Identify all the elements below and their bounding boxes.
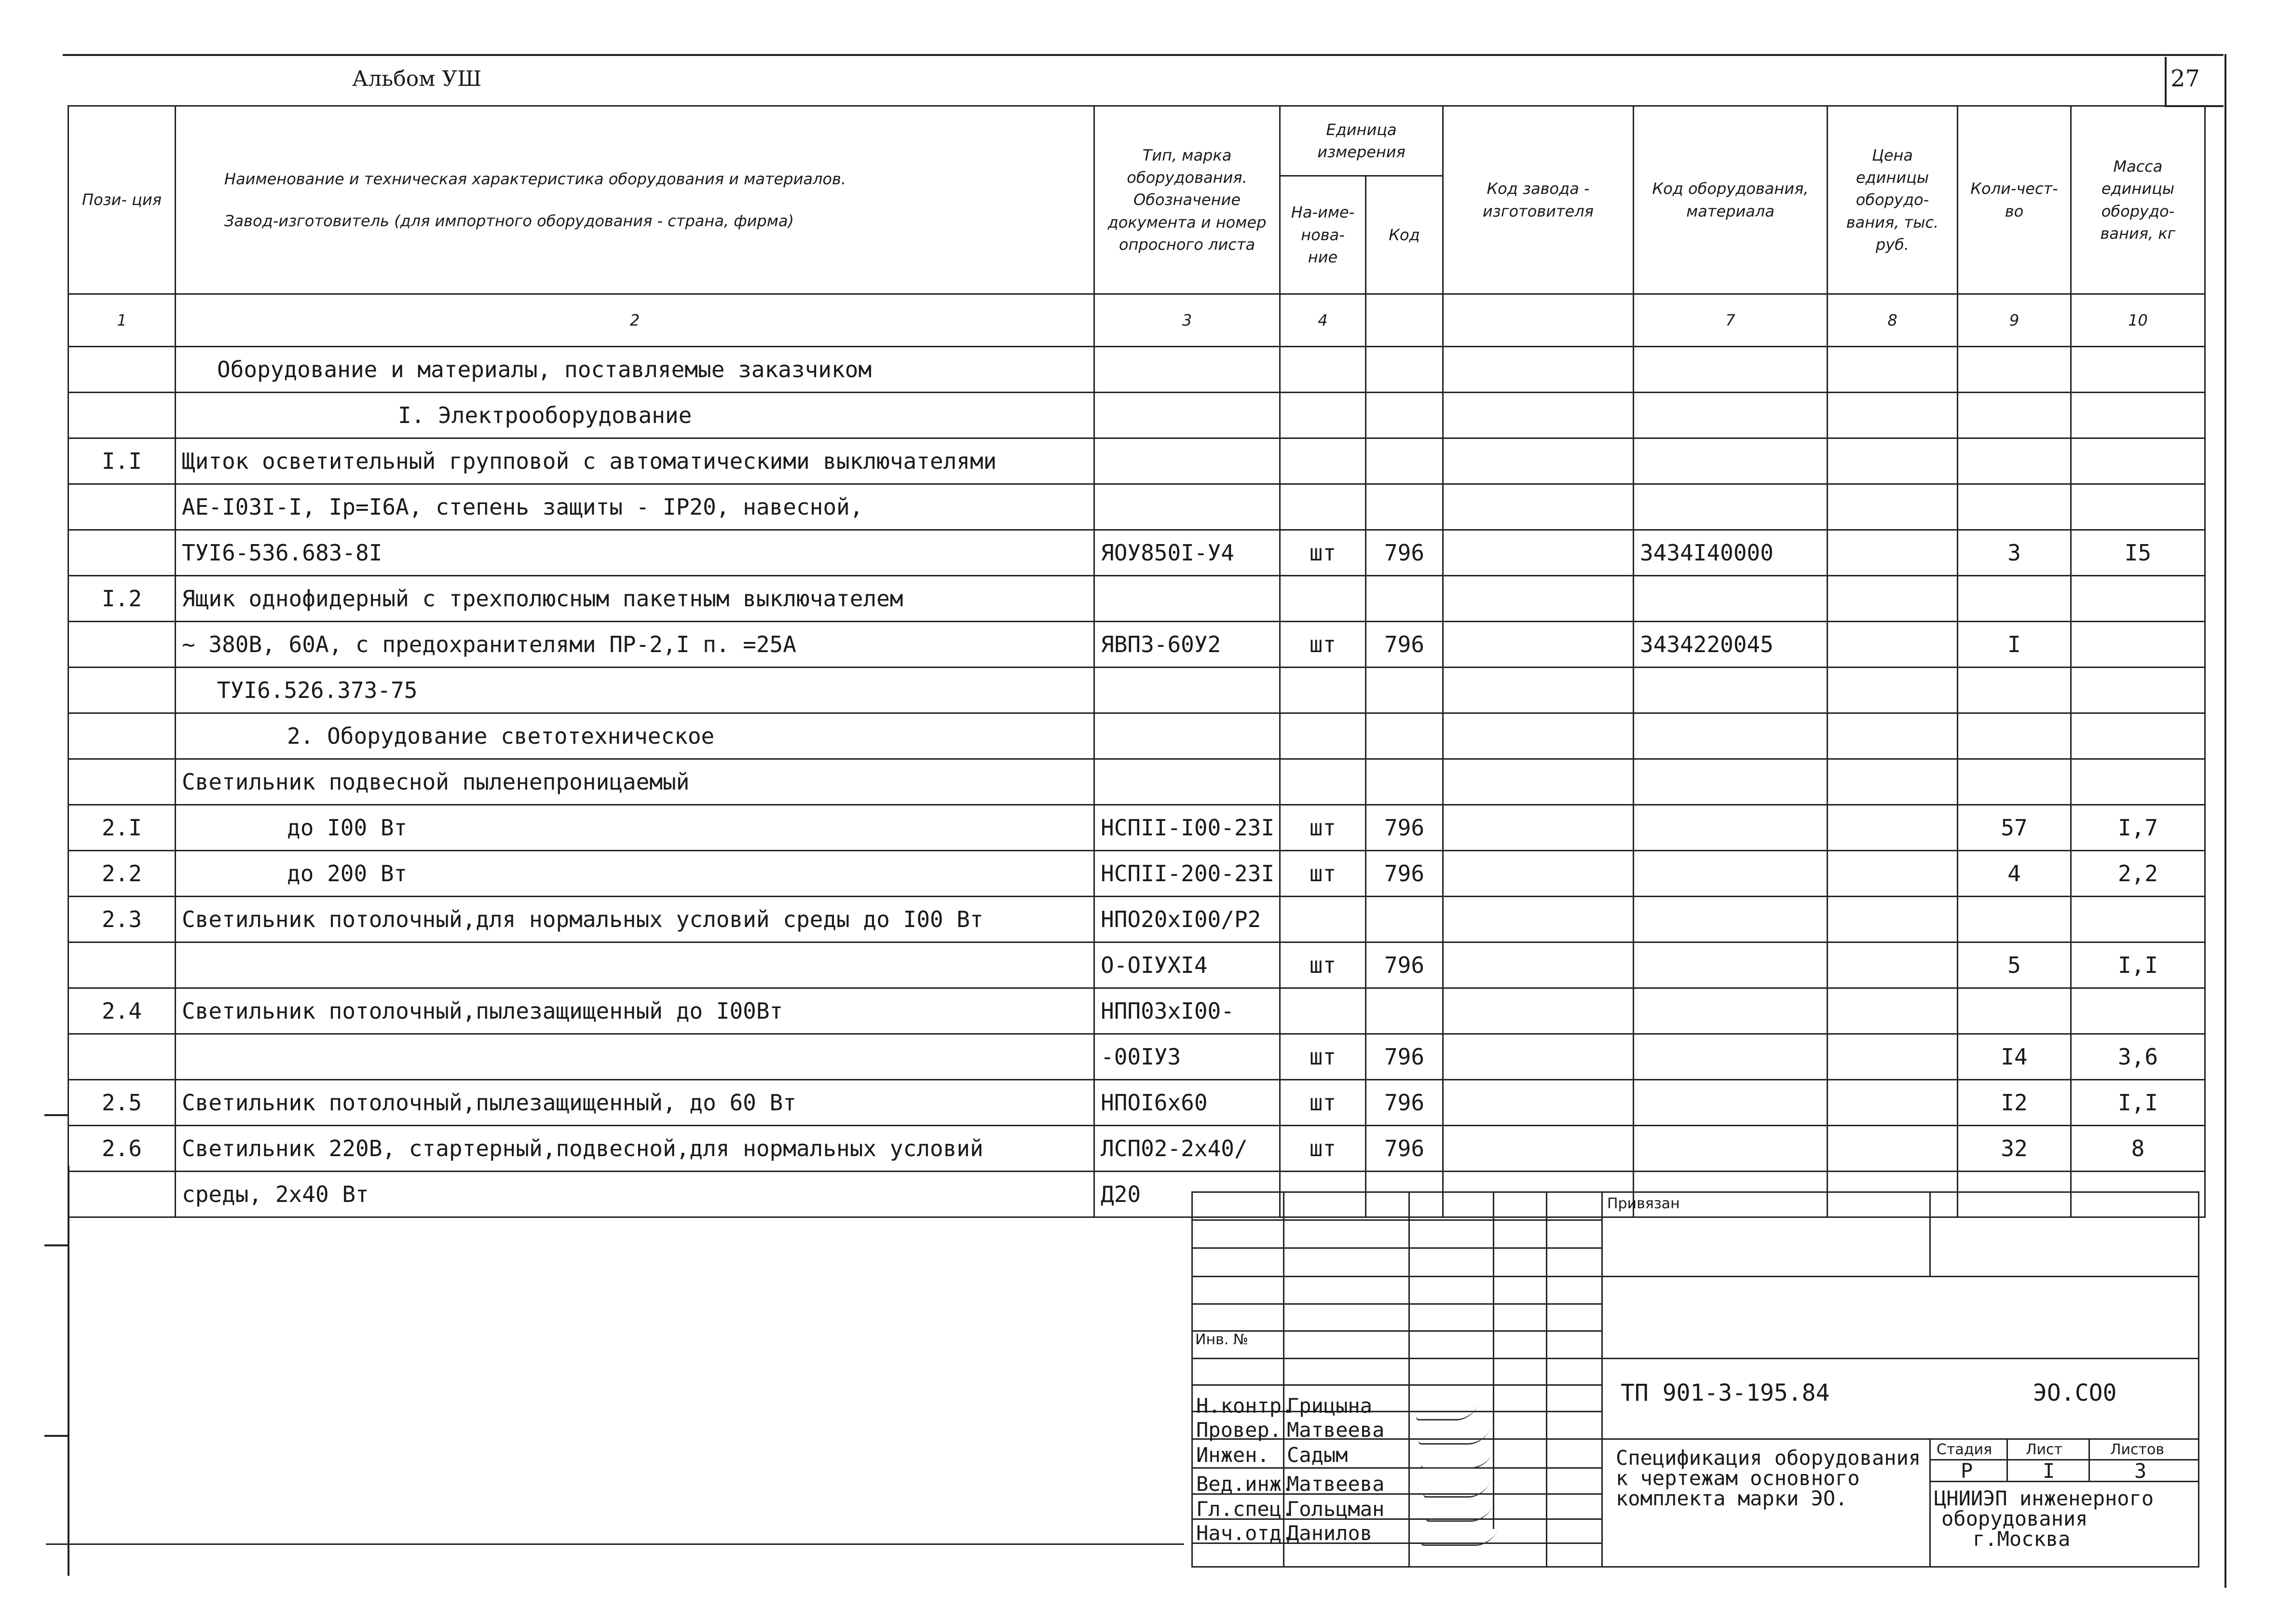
document-mark: ЭО.СО0 xyxy=(2033,1379,2117,1406)
col-header-mass: Масса единицы оборудо-вания, кг xyxy=(2071,106,2205,294)
cell-price xyxy=(1828,622,1958,668)
cell-name: Светильник подвесной пыленепроницаемый xyxy=(176,759,1094,805)
col-number: 3 xyxy=(1094,294,1280,347)
cell-type: Д20 xyxy=(1094,1172,1280,1217)
cell-name: АЕ-I03I-I, Iр=I6А, степень защиты - IP20, навесной, xyxy=(176,484,1094,530)
cell-position xyxy=(68,393,176,438)
cell-mass xyxy=(2071,576,2205,622)
cell-equipment-code xyxy=(1634,988,1828,1034)
cell-equipment-code xyxy=(1634,897,1828,942)
cell-quantity: 3 xyxy=(1958,530,2071,576)
handwritten-signature xyxy=(1415,1404,1479,1420)
cell-equipment-code xyxy=(1634,942,1828,988)
col-number: 7 xyxy=(1634,294,1828,347)
inventory-number-label: Инв. № xyxy=(1195,1331,1249,1348)
cell-mass xyxy=(2071,484,2205,530)
cell-price xyxy=(1828,393,1958,438)
col-header-name xyxy=(176,106,1094,294)
cell-position: 2.2 xyxy=(68,851,176,897)
col-number xyxy=(1366,294,1443,347)
cell-quantity xyxy=(1958,713,2071,759)
signature-name: Матвеева xyxy=(1287,1418,1385,1442)
cell-type xyxy=(1094,484,1280,530)
organization-line: оборудования xyxy=(1941,1507,2088,1530)
signature-name: Садым xyxy=(1287,1443,1348,1467)
cell-factory-code xyxy=(1443,942,1634,988)
cell-name xyxy=(176,1034,1094,1080)
cell-unit-code xyxy=(1366,484,1443,530)
cell-quantity: I xyxy=(1958,622,2071,668)
sheets-label: Листов xyxy=(2110,1441,2165,1458)
cell-name: ТУI6.526.373-75 xyxy=(176,668,1094,713)
cell-factory-code xyxy=(1443,530,1634,576)
cell-unit-code xyxy=(1366,576,1443,622)
cell-factory-code xyxy=(1443,1126,1634,1172)
cell-mass xyxy=(2071,897,2205,942)
table-row xyxy=(68,484,2205,530)
cell-mass xyxy=(2071,988,2205,1034)
signature-role: Инжен. xyxy=(1196,1443,1269,1467)
cell-quantity xyxy=(1958,897,2071,942)
col-header-name-line2: Завод-изготовитель (для импортного оборудования - страна, фирма) xyxy=(224,211,794,230)
cell-unit xyxy=(1280,484,1366,530)
cell-quantity xyxy=(1958,484,2071,530)
col-header-factory-code: Код завода - изготовителя xyxy=(1443,106,1634,294)
cell-position xyxy=(68,622,176,668)
cell-price xyxy=(1828,713,1958,759)
cell-factory-code xyxy=(1443,805,1634,851)
cell-equipment-code xyxy=(1634,668,1828,713)
cell-name: Светильник 220В, стартерный,подвесной,для нормальных условий xyxy=(176,1126,1094,1172)
table-row xyxy=(68,713,2205,759)
col-number: 1 xyxy=(68,294,176,347)
cell-unit: шт xyxy=(1280,622,1366,668)
cell-unit xyxy=(1280,347,1366,393)
signature-role: Гл.спец. xyxy=(1196,1497,1294,1521)
cell-price xyxy=(1828,897,1958,942)
cell-price xyxy=(1828,1034,1958,1080)
margin-tick xyxy=(44,1244,68,1246)
cell-quantity: I4 xyxy=(1958,1034,2071,1080)
cell-type xyxy=(1094,713,1280,759)
margin-tick xyxy=(44,1114,68,1116)
cell-unit-code xyxy=(1366,438,1443,484)
col-header-position: Пози- ция xyxy=(68,106,176,294)
cell-unit xyxy=(1280,988,1366,1034)
signature-name: Гольцман xyxy=(1287,1497,1385,1521)
cell-unit xyxy=(1280,759,1366,805)
cell-unit-code xyxy=(1366,713,1443,759)
cell-equipment-code xyxy=(1634,347,1828,393)
cell-position xyxy=(68,713,176,759)
cell-quantity: 5 xyxy=(1958,942,2071,988)
cell-name: Светильник потолочный,пылезащищенный до I00Вт xyxy=(176,988,1094,1034)
cell-mass: 8 xyxy=(2071,1126,2205,1172)
cell-quantity xyxy=(1958,576,2071,622)
cell-quantity: 32 xyxy=(1958,1126,2071,1172)
cell-unit: шт xyxy=(1280,942,1366,988)
cell-position xyxy=(68,347,176,393)
col-header-name-line1: Наименование и техническая характеристика оборудования и материалов. xyxy=(224,170,846,189)
signature-role: Нач.отд. xyxy=(1196,1521,1294,1545)
cell-unit: шт xyxy=(1280,851,1366,897)
margin-tick xyxy=(44,1435,68,1437)
cell-name: ~ 380В, 60А, с предохранителями ПР-2,I п. =25А xyxy=(176,622,1094,668)
cell-price xyxy=(1828,805,1958,851)
signature-role: Н.контр. xyxy=(1196,1394,1294,1418)
col-header-unit-name: На-име-нова-ние xyxy=(1280,176,1366,294)
cell-price xyxy=(1828,347,1958,393)
column-number-row xyxy=(68,294,2205,347)
cell-unit xyxy=(1280,393,1366,438)
col-number: 8 xyxy=(1828,294,1958,347)
page-number: 27 xyxy=(2170,65,2200,92)
cell-mass: I,7 xyxy=(2071,805,2205,851)
cell-type xyxy=(1094,759,1280,805)
album-label: Альбом УШ xyxy=(352,67,482,91)
cell-mass xyxy=(2071,622,2205,668)
cell-name: Светильник потолочный,пылезащищенный, до 60 Вт xyxy=(176,1080,1094,1126)
cell-price xyxy=(1828,851,1958,897)
cell-unit-code: 796 xyxy=(1366,530,1443,576)
cell-name xyxy=(176,942,1094,988)
cell-position xyxy=(68,1172,176,1217)
cell-equipment-code xyxy=(1634,576,1828,622)
col-number: 4 xyxy=(1280,294,1366,347)
cell-unit xyxy=(1280,576,1366,622)
cell-unit: шт xyxy=(1280,1126,1366,1172)
table-row xyxy=(68,851,2205,897)
cell-unit-code xyxy=(1366,668,1443,713)
cell-equipment-code xyxy=(1634,759,1828,805)
cell-price xyxy=(1828,530,1958,576)
cell-unit-code xyxy=(1366,393,1443,438)
cell-factory-code xyxy=(1443,622,1634,668)
cell-unit-code: 796 xyxy=(1366,1034,1443,1080)
cell-mass: I,I xyxy=(2071,1080,2205,1126)
sheet-label: Лист xyxy=(2026,1441,2063,1458)
cell-mass xyxy=(2071,393,2205,438)
cell-type: -00IУ3 xyxy=(1094,1034,1280,1080)
organization-line: г.Москва xyxy=(1973,1527,2071,1551)
sheet-value: I xyxy=(2043,1459,2055,1483)
col-header-unit: Единица измерения xyxy=(1280,106,1443,176)
attached-label: Привязан xyxy=(1607,1195,1680,1212)
cell-price xyxy=(1828,942,1958,988)
cell-position xyxy=(68,1034,176,1080)
col-header-price: Цена единицы оборудо-вания, тыс. руб. xyxy=(1828,106,1958,294)
cell-type xyxy=(1094,438,1280,484)
cell-type: НСПII-I00-23I xyxy=(1094,805,1280,851)
col-header-equipment-code: Код оборудования, материала xyxy=(1634,106,1828,294)
cell-type xyxy=(1094,347,1280,393)
cell-position: 2.6 xyxy=(68,1126,176,1172)
cell-name: Светильник потолочный,для нормальных условий среды до I00 Вт xyxy=(176,897,1094,942)
cell-mass xyxy=(2071,759,2205,805)
cell-unit xyxy=(1280,438,1366,484)
cell-unit-code: 796 xyxy=(1366,1080,1443,1126)
cell-quantity xyxy=(1958,438,2071,484)
table-row xyxy=(68,530,2205,576)
cell-factory-code xyxy=(1443,484,1634,530)
cell-unit-code: 796 xyxy=(1366,851,1443,897)
table-row xyxy=(68,897,2205,942)
cell-type xyxy=(1094,668,1280,713)
table-row xyxy=(68,668,2205,713)
cell-price xyxy=(1828,438,1958,484)
cell-position xyxy=(68,530,176,576)
table-row xyxy=(68,805,2205,851)
cell-position xyxy=(68,668,176,713)
col-header-type: Тип, марка оборудования. Обозначение документа и номер опросного листа xyxy=(1094,106,1280,294)
cell-mass: I5 xyxy=(2071,530,2205,576)
cell-equipment-code xyxy=(1634,1034,1828,1080)
table-row xyxy=(68,576,2205,622)
cell-mass: 2,2 xyxy=(2071,851,2205,897)
table-row xyxy=(68,1126,2205,1172)
col-number: 9 xyxy=(1958,294,2071,347)
cell-name: среды, 2х40 Вт xyxy=(176,1172,1094,1217)
cell-factory-code xyxy=(1443,576,1634,622)
cell-type: НПО20хI00/Р2 xyxy=(1094,897,1280,942)
cell-position: 2.4 xyxy=(68,988,176,1034)
table-row xyxy=(68,942,2205,988)
cell-quantity xyxy=(1958,347,2071,393)
title-block xyxy=(1191,1191,2199,1568)
cell-mass xyxy=(2071,347,2205,393)
cell-type: ЛСП02-2х40/ xyxy=(1094,1126,1280,1172)
cell-position xyxy=(68,484,176,530)
cell-quantity: 57 xyxy=(1958,805,2071,851)
col-header-unit-code: Код xyxy=(1366,176,1443,294)
cell-position: I.2 xyxy=(68,576,176,622)
cell-equipment-code xyxy=(1634,1126,1828,1172)
specification-rows xyxy=(68,347,2205,1217)
cell-factory-code xyxy=(1443,1080,1634,1126)
cell-factory-code xyxy=(1443,438,1634,484)
cell-quantity xyxy=(1958,759,2071,805)
cell-unit-code xyxy=(1366,347,1443,393)
cell-factory-code xyxy=(1443,668,1634,713)
cell-factory-code xyxy=(1443,713,1634,759)
cell-name: ТУI6-536.683-8I xyxy=(176,530,1094,576)
cell-type: НПП03хI00- xyxy=(1094,988,1280,1034)
signature-role: Провер. xyxy=(1196,1418,1282,1442)
bottom-border-line xyxy=(46,1543,1184,1545)
cell-factory-code xyxy=(1443,988,1634,1034)
cell-price xyxy=(1828,668,1958,713)
cell-equipment-code: 3434I40000 xyxy=(1634,530,1828,576)
cell-mass xyxy=(2071,438,2205,484)
cell-equipment-code xyxy=(1634,1080,1828,1126)
cell-name: до 200 Вт xyxy=(176,851,1094,897)
table-row xyxy=(68,347,2205,393)
cell-type xyxy=(1094,576,1280,622)
cell-position: 2.I xyxy=(68,805,176,851)
col-number: 10 xyxy=(2071,294,2205,347)
specification-table xyxy=(68,105,2206,1218)
cell-type: ЯОУ850I-У4 xyxy=(1094,530,1280,576)
cell-name: Ящик однофидерный с трехполюсным пакетным выключателем xyxy=(176,576,1094,622)
cell-position: 2.5 xyxy=(68,1080,176,1126)
cell-type: НСПII-200-23I xyxy=(1094,851,1280,897)
col-number xyxy=(1443,294,1634,347)
handwritten-signature xyxy=(1420,1452,1494,1469)
cell-unit: шт xyxy=(1280,1034,1366,1080)
cell-price xyxy=(1828,1080,1958,1126)
cell-unit-code: 796 xyxy=(1366,942,1443,988)
signature-name: Грицына xyxy=(1287,1394,1373,1418)
table-row xyxy=(68,988,2205,1034)
signature-role: Вед.инж. xyxy=(1196,1472,1294,1496)
cell-equipment-code xyxy=(1634,484,1828,530)
cell-unit-code: 796 xyxy=(1366,1126,1443,1172)
cell-type: ЯВП3-60У2 xyxy=(1094,622,1280,668)
cell-name: до I00 Вт xyxy=(176,805,1094,851)
cell-price xyxy=(1828,988,1958,1034)
cell-equipment-code xyxy=(1634,393,1828,438)
cell-quantity: I2 xyxy=(1958,1080,2071,1126)
cell-unit: шт xyxy=(1280,530,1366,576)
handwritten-signature xyxy=(1418,1428,1491,1445)
cell-name: Щиток осветительный групповой с автоматическими выключателями xyxy=(176,438,1094,484)
cell-factory-code xyxy=(1443,759,1634,805)
stage-value: Р xyxy=(1961,1459,1973,1483)
cell-position: 2.3 xyxy=(68,897,176,942)
cell-mass xyxy=(2071,713,2205,759)
table-row xyxy=(68,438,2205,484)
cell-factory-code xyxy=(1443,347,1634,393)
description-line: комплекта марки ЭО. xyxy=(1616,1487,1848,1510)
table-row xyxy=(68,1080,2205,1126)
cell-name: Оборудование и материалы, поставляемые заказчиком xyxy=(176,347,1094,393)
cell-unit-code xyxy=(1366,759,1443,805)
cell-position xyxy=(68,759,176,805)
cell-price xyxy=(1828,759,1958,805)
cell-type xyxy=(1094,393,1280,438)
cell-quantity: 4 xyxy=(1958,851,2071,897)
organization-line: ЦНИИЭП инженерного xyxy=(1934,1487,2154,1510)
description-line: Спецификация оборудования xyxy=(1616,1446,1921,1470)
handwritten-signature xyxy=(1422,1481,1491,1498)
cell-equipment-code xyxy=(1634,713,1828,759)
cell-mass: 3,6 xyxy=(2071,1034,2205,1080)
signature-name: Матвеева xyxy=(1287,1472,1385,1496)
cell-position xyxy=(68,942,176,988)
document-code: ТП 901-3-195.84 xyxy=(1621,1379,1830,1406)
col-number: 2 xyxy=(176,294,1094,347)
cell-equipment-code xyxy=(1634,805,1828,851)
sheets-value: 3 xyxy=(2134,1459,2147,1483)
cell-mass xyxy=(2071,668,2205,713)
cell-quantity xyxy=(1958,668,2071,713)
col-header-quantity: Коли-чест-во xyxy=(1958,106,2071,294)
cell-mass: I,I xyxy=(2071,942,2205,988)
cell-equipment-code: 3434220045 xyxy=(1634,622,1828,668)
cell-unit-code xyxy=(1366,897,1443,942)
cell-type: НПОI6х60 xyxy=(1094,1080,1280,1126)
cell-unit xyxy=(1280,713,1366,759)
cell-price xyxy=(1828,484,1958,530)
table-row xyxy=(68,1034,2205,1080)
signature-name: Данилов xyxy=(1287,1521,1373,1545)
cell-position: I.I xyxy=(68,438,176,484)
cell-name: 2. Оборудование светотехническое xyxy=(176,713,1094,759)
table-row xyxy=(68,393,2205,438)
cell-price xyxy=(1828,576,1958,622)
cell-quantity xyxy=(1958,393,2071,438)
cell-factory-code xyxy=(1443,1034,1634,1080)
cell-name: I. Электрооборудование xyxy=(176,393,1094,438)
cell-unit xyxy=(1280,897,1366,942)
cell-unit-code: 796 xyxy=(1366,622,1443,668)
left-border-line xyxy=(68,1166,69,1576)
cell-type: О-ОIУХI4 xyxy=(1094,942,1280,988)
cell-price xyxy=(1828,1126,1958,1172)
cell-equipment-code xyxy=(1634,438,1828,484)
cell-unit: шт xyxy=(1280,805,1366,851)
cell-unit-code xyxy=(1366,988,1443,1034)
table-row xyxy=(68,759,2205,805)
cell-unit xyxy=(1280,668,1366,713)
stage-label: Стадия xyxy=(1937,1441,1992,1458)
cell-unit: шт xyxy=(1280,1080,1366,1126)
cell-factory-code xyxy=(1443,897,1634,942)
right-border-line xyxy=(2224,54,2226,1588)
cell-factory-code xyxy=(1443,851,1634,897)
top-border-line xyxy=(63,54,2224,56)
cell-quantity xyxy=(1958,988,2071,1034)
table-row xyxy=(68,622,2205,668)
cell-unit-code: 796 xyxy=(1366,805,1443,851)
cell-factory-code xyxy=(1443,393,1634,438)
description-line: к чертежам основного xyxy=(1616,1466,1860,1490)
cell-equipment-code xyxy=(1634,851,1828,897)
